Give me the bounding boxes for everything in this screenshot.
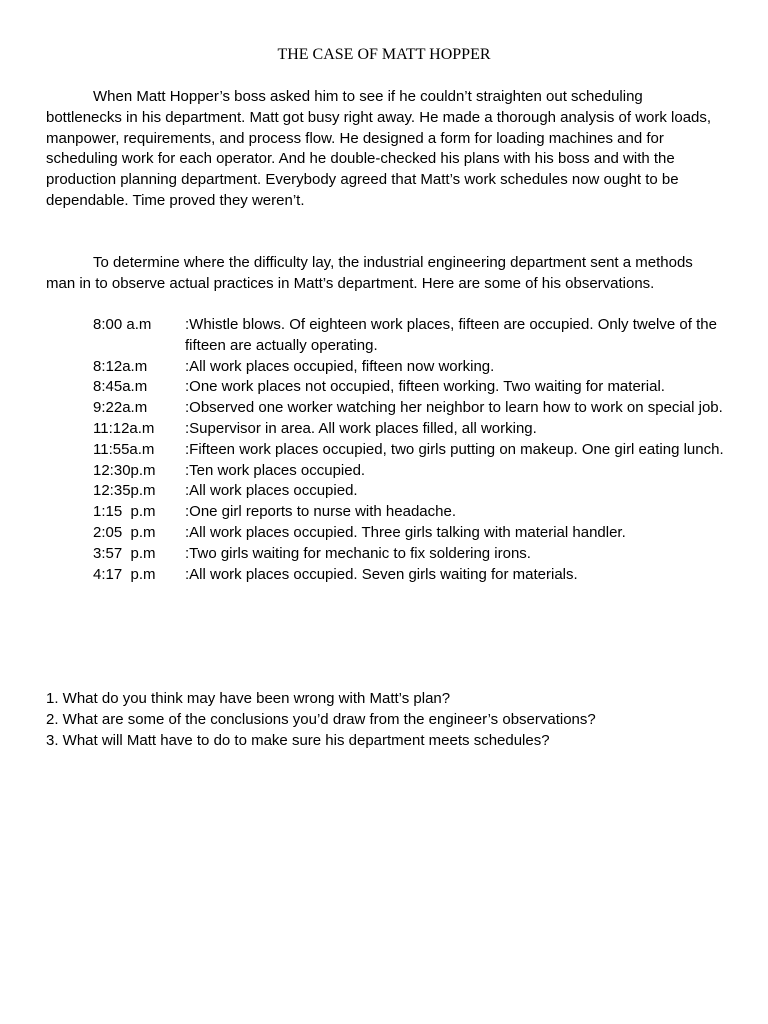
observation-row	[46, 419, 726, 440]
observation-row	[46, 502, 726, 523]
observation-time: 8:12a.m	[93, 357, 148, 375]
observation-row	[46, 523, 726, 544]
observation-time: 3:57 p.m	[93, 544, 156, 562]
question-item: 3. What will Matt have to do to make sure his department meets schedules?	[46, 731, 550, 749]
observation-time: 8:00 a.m	[93, 316, 152, 333]
observation-time: 9:22a.m	[93, 399, 148, 417]
observation-text: :All work places occupied. Seven girls waiting for materials.	[185, 565, 578, 583]
observation-text: :Observed one worker watching her neighbor to learn how to work on special job.	[185, 399, 723, 417]
observation-time: 12:35p.m	[93, 482, 156, 500]
observation-time: 12:30p.m	[93, 461, 156, 479]
discussion-questions	[46, 689, 726, 751]
observation-row	[46, 544, 726, 565]
observation-row	[46, 565, 726, 586]
observations-list	[46, 315, 726, 585]
observation-text: :Supervisor in area. All work places filled, all working.	[185, 419, 537, 437]
intro-paragraph: When Matt Hopper’s boss asked him to see if he couldn’t straighten out scheduling bottlenecks in his department. Matt got busy right away. He made a thorough analysis of work loads, manpower, requirements, and process flow. He designed a form for loading machines and for scheduling work for each operator. And he double-checked his plans with his boss and with the production planning department. Everybody agreed that Matt’s work schedules now ought to be dependable. Time proved they weren’t.	[46, 88, 712, 209]
observation-time: 8:45a.m	[93, 378, 148, 396]
question-item: 2. What are some of the conclusions you’d draw from the engineer’s observations?	[46, 710, 596, 728]
observation-text: :Whistle blows. Of eighteen work places, fifteen are occupied. Only twelve of the fifteen are actually operating.	[185, 316, 717, 354]
observation-text: :All work places occupied. Three girls talking with material handler.	[185, 523, 626, 541]
observation-text: :All work places occupied, fifteen now working.	[185, 357, 495, 375]
question-item: 1. What do you think may have been wrong with Matt’s plan?	[46, 690, 451, 707]
observation-time: 11:12a.m	[93, 419, 155, 437]
observation-time: 11:55a.m	[93, 440, 155, 458]
observation-text: :Two girls waiting for mechanic to fix soldering irons.	[185, 544, 531, 562]
observation-text: :One girl reports to nurse with headache.	[185, 503, 456, 521]
observation-row	[46, 357, 726, 378]
observation-row	[46, 461, 726, 482]
observation-row	[46, 315, 726, 357]
observation-time: 2:05 p.m	[93, 523, 156, 541]
observation-row	[46, 398, 726, 419]
document-title: THE CASE OF MATT HOPPER	[277, 46, 491, 63]
methods-paragraph: To determine where the difficulty lay, the industrial engineering department sent a methods man in to observe actual practices in Matt’s department. Here are some of his observations.	[46, 254, 693, 292]
observation-text: :Ten work places occupied.	[185, 461, 366, 479]
observation-row	[46, 481, 726, 502]
observation-text: :All work places occupied.	[185, 482, 358, 500]
observation-row	[46, 377, 726, 398]
observation-text: :Fifteen work places occupied, two girls putting on makeup. One girl eating lunch.	[185, 440, 724, 458]
observation-time: 1:15 p.m	[93, 503, 156, 521]
observation-row	[46, 440, 726, 461]
observation-time: 4:17 p.m	[93, 565, 156, 583]
observation-text: :One work places not occupied, fifteen working. Two waiting for material.	[185, 378, 665, 396]
